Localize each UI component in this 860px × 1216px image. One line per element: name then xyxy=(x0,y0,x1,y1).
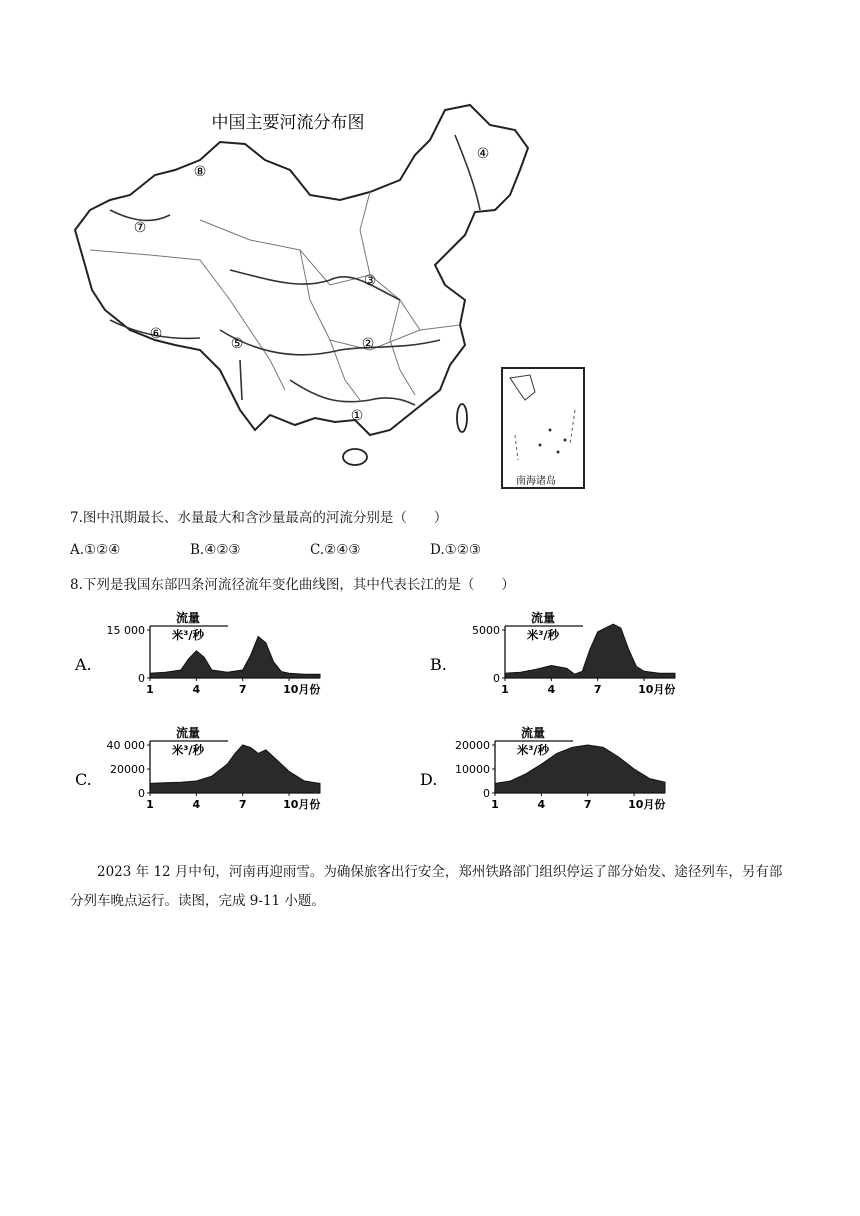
chart-letter: A. xyxy=(75,655,92,674)
china-river-map xyxy=(70,100,590,492)
chart-b[interactable] xyxy=(430,610,680,725)
chart-c[interactable] xyxy=(75,725,325,840)
option-a[interactable]: A.①②④ xyxy=(70,542,121,558)
x-tick-label: 10月份 xyxy=(283,798,321,811)
chart-svg xyxy=(75,725,325,840)
option-b[interactable]: B.④②③ xyxy=(190,542,241,558)
marker-7: ⑦ xyxy=(133,220,147,236)
ylabel-top: 流量 xyxy=(520,726,546,740)
series-area xyxy=(150,636,320,678)
chart-letter: D. xyxy=(420,770,438,789)
question-7-stem: 7.图中汛期最长、水量最大和含沙量最高的河流分别是（ ） xyxy=(70,510,448,526)
inset-label: 南海诸岛 xyxy=(516,476,556,487)
y-tick-label: 0 xyxy=(483,787,490,800)
south-china-sea-inset xyxy=(502,368,584,488)
chart-a[interactable] xyxy=(75,610,325,725)
taiwan-island xyxy=(457,404,467,432)
x-tick-label: 1 xyxy=(501,683,509,696)
option-d[interactable]: D.①②③ xyxy=(430,542,481,558)
map-title: 中国主要河流分布图 xyxy=(211,113,365,133)
y-tick-label: 10000 xyxy=(455,763,490,776)
option-c[interactable]: C.②④③ xyxy=(310,542,361,558)
ylabel-unit: 米³/秒 xyxy=(171,743,205,757)
question-8-stem: 8.下列是我国东部四条河流径流年变化曲线图，其中代表长江的是（ ） xyxy=(70,577,515,593)
y-tick-label: 0 xyxy=(138,672,145,685)
y-tick-label: 0 xyxy=(138,787,145,800)
x-tick-label: 7 xyxy=(238,798,247,811)
x-tick-label: 7 xyxy=(238,683,247,696)
hainan-island xyxy=(343,449,367,465)
y-tick-label: 40 000 xyxy=(106,739,145,752)
chart-letter: C. xyxy=(75,770,92,789)
chart-d[interactable] xyxy=(420,725,670,840)
y-tick-label: 20000 xyxy=(110,763,145,776)
ylabel-top: 流量 xyxy=(530,611,556,625)
chart-svg xyxy=(420,725,670,840)
x-tick-label: 4 xyxy=(192,683,201,696)
chart-letter: B. xyxy=(430,655,447,674)
x-tick-label: 7 xyxy=(593,683,602,696)
ylabel-unit: 米³/秒 xyxy=(526,628,560,642)
x-tick-label: 1 xyxy=(146,798,154,811)
ylabel-unit: 米³/秒 xyxy=(171,628,205,642)
x-tick-label: 10月份 xyxy=(628,798,666,811)
x-tick-label: 1 xyxy=(491,798,499,811)
y-tick-label: 20000 xyxy=(455,739,490,752)
x-tick-label: 10月份 xyxy=(638,683,676,696)
marker-3: ③ xyxy=(363,273,377,289)
passage-paragraph: 2023 年 12 月中旬，河南再迎雨雪。为确保旅客出行安全，郑州铁路部门组织停运了部分始发、途径列车，另有部分列车晚点运行。读图，完成 9-11 小题。 xyxy=(70,864,783,909)
ylabel-top: 流量 xyxy=(175,611,201,625)
marker-2: ② xyxy=(361,336,375,352)
chart-svg xyxy=(75,610,325,725)
china-border xyxy=(75,105,528,435)
x-tick-label: 4 xyxy=(547,683,556,696)
marker-4: ④ xyxy=(476,146,490,162)
ylabel-top: 流量 xyxy=(175,726,201,740)
x-tick-label: 7 xyxy=(583,798,592,811)
x-tick-label: 10月份 xyxy=(283,683,321,696)
china-map-outline xyxy=(70,100,590,492)
y-tick-label: 5000 xyxy=(472,624,500,637)
x-tick-label: 4 xyxy=(537,798,546,811)
marker-6: ⑥ xyxy=(149,326,163,342)
marker-1: ① xyxy=(350,408,364,424)
ylabel-unit: 米³/秒 xyxy=(516,743,550,757)
chart-svg xyxy=(430,610,680,725)
y-tick-label: 0 xyxy=(493,672,500,685)
marker-8: ⑧ xyxy=(193,164,207,180)
marker-5: ⑤ xyxy=(230,336,244,352)
x-tick-label: 1 xyxy=(146,683,154,696)
y-tick-label: 15 000 xyxy=(106,624,145,637)
x-tick-label: 4 xyxy=(192,798,201,811)
